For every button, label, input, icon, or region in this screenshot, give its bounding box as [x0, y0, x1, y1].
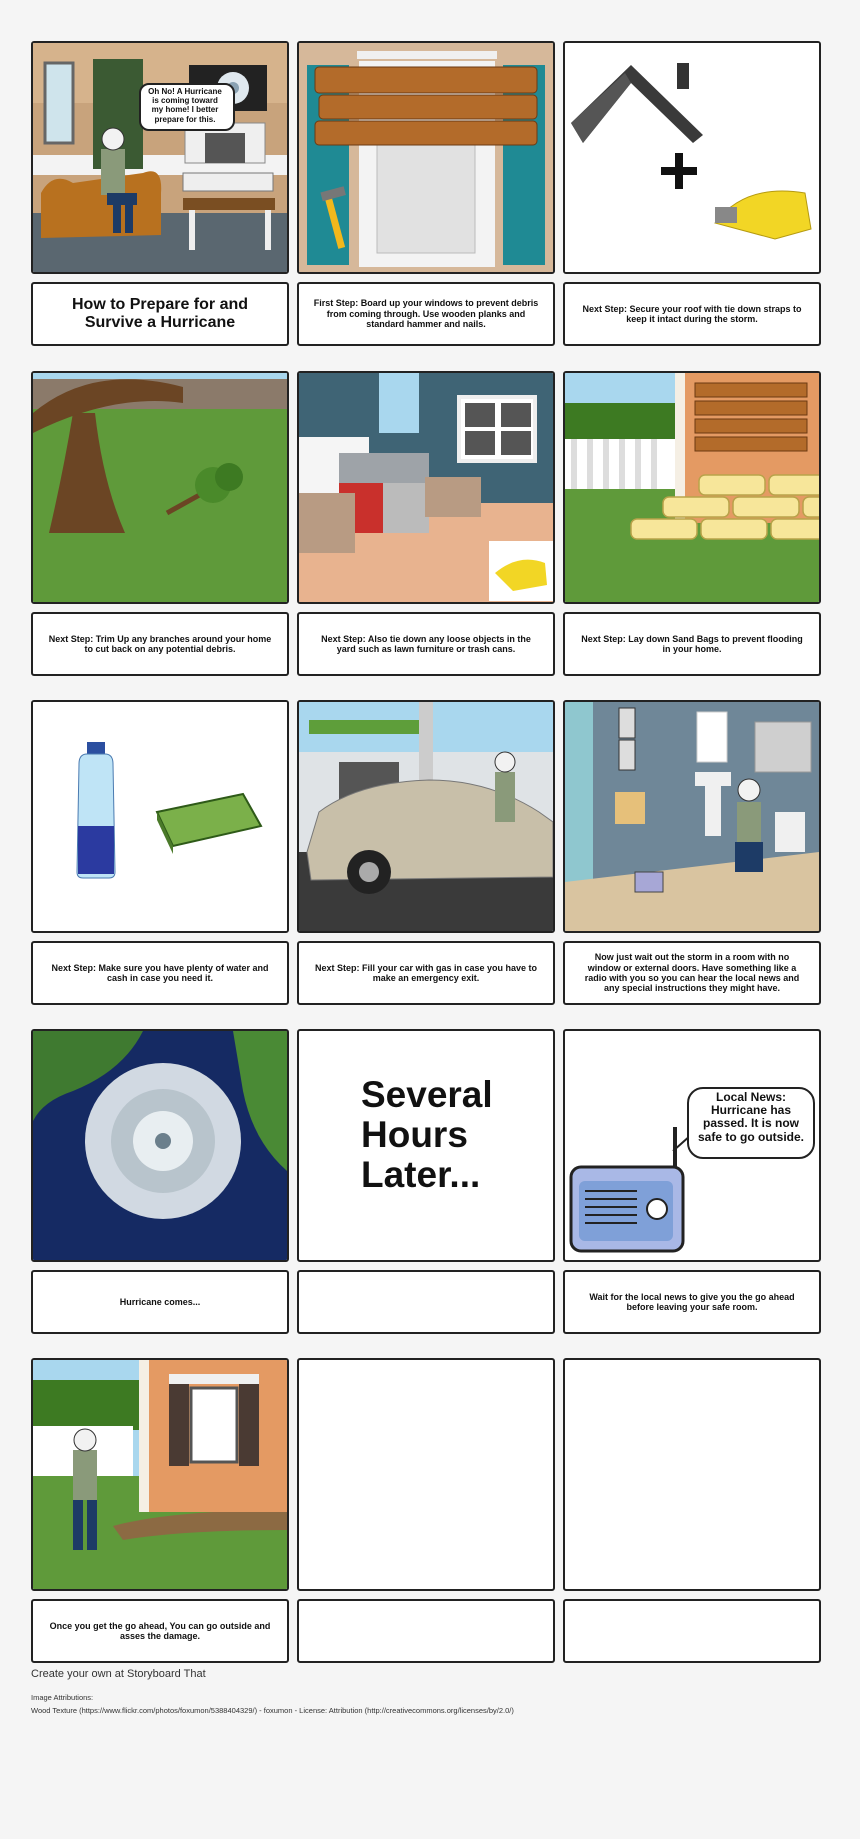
panel-9-caption: Now just wait out the storm in a room with no window or external doors. Have something like a radio with you so you can hear the local news and any special instructions they might have. — [563, 941, 821, 1005]
panel-4-caption: Next Step: Trim Up any branches around your home to cut back on any potential debris. — [31, 612, 289, 676]
speech-bubble-text: Oh No! A Hurricane is coming toward my home! I better prepare for this. — [148, 87, 222, 124]
panel-7-caption: Next Step: Make sure you have plenty of water and cash in case you need it. — [31, 941, 289, 1005]
panel-14-image — [297, 1358, 555, 1591]
panel-1-caption: How to Prepare for and Survive a Hurricane — [31, 282, 289, 346]
speech-bubble-text: Local News: Hurricane has passed. It is now safe to go outside. — [697, 1090, 804, 1144]
panel-15-image — [563, 1358, 821, 1591]
panel-6-image — [563, 371, 821, 604]
panel-11-image — [297, 1029, 555, 1262]
create-your-own-link[interactable]: Create your own at Storyboard That — [31, 1668, 206, 1680]
panel-11-caption — [297, 1270, 555, 1334]
panel-3-caption: Next Step: Secure your roof with tie down straps to keep it intact during the storm. — [563, 282, 821, 346]
panel-1-image — [31, 41, 289, 274]
panel-3-image — [563, 41, 821, 274]
panel-10-caption: Hurricane comes... — [31, 1270, 289, 1334]
image-attributions-title: Image Attributions: — [31, 1693, 94, 1702]
panel-9-image — [563, 700, 821, 933]
panel-15-caption — [563, 1599, 821, 1663]
panel-8-image — [297, 700, 555, 933]
panel-2-image — [297, 41, 555, 274]
panel-5-caption: Next Step: Also tie down any loose objects in the yard such as lawn furniture or trash cans. — [297, 612, 555, 676]
panel-2-caption: First Step: Board up your windows to prevent debris from coming through. Use wooden planks and standard hammer and nails. — [297, 282, 555, 346]
panel-5-image — [297, 371, 555, 604]
several-hours-later-text: Several Hours Later... — [361, 1074, 493, 1195]
panel-14-caption — [297, 1599, 555, 1663]
panel-13-image — [31, 1358, 289, 1591]
panel-10-image — [31, 1029, 289, 1262]
panel-7-image — [31, 700, 289, 933]
panel-4-image — [31, 371, 289, 604]
panel-13-caption: Once you get the go ahead, You can go outside and asses the damage. — [31, 1599, 289, 1663]
panel-12-image — [563, 1029, 821, 1262]
panel-6-caption: Next Step: Lay down Sand Bags to prevent flooding in your home. — [563, 612, 821, 676]
image-attribution-line: Wood Texture (https://www.flickr.com/photos/foxumon/5388404329/) - foxumon - License: Attribution (http://creativecommons.org/licenses/by/2.0/) — [31, 1706, 514, 1715]
panel-12-caption: Wait for the local news to give you the go ahead before leaving your safe room. — [563, 1270, 821, 1334]
panel-8-caption: Next Step: Fill your car with gas in case you have to make an emergency exit. — [297, 941, 555, 1005]
